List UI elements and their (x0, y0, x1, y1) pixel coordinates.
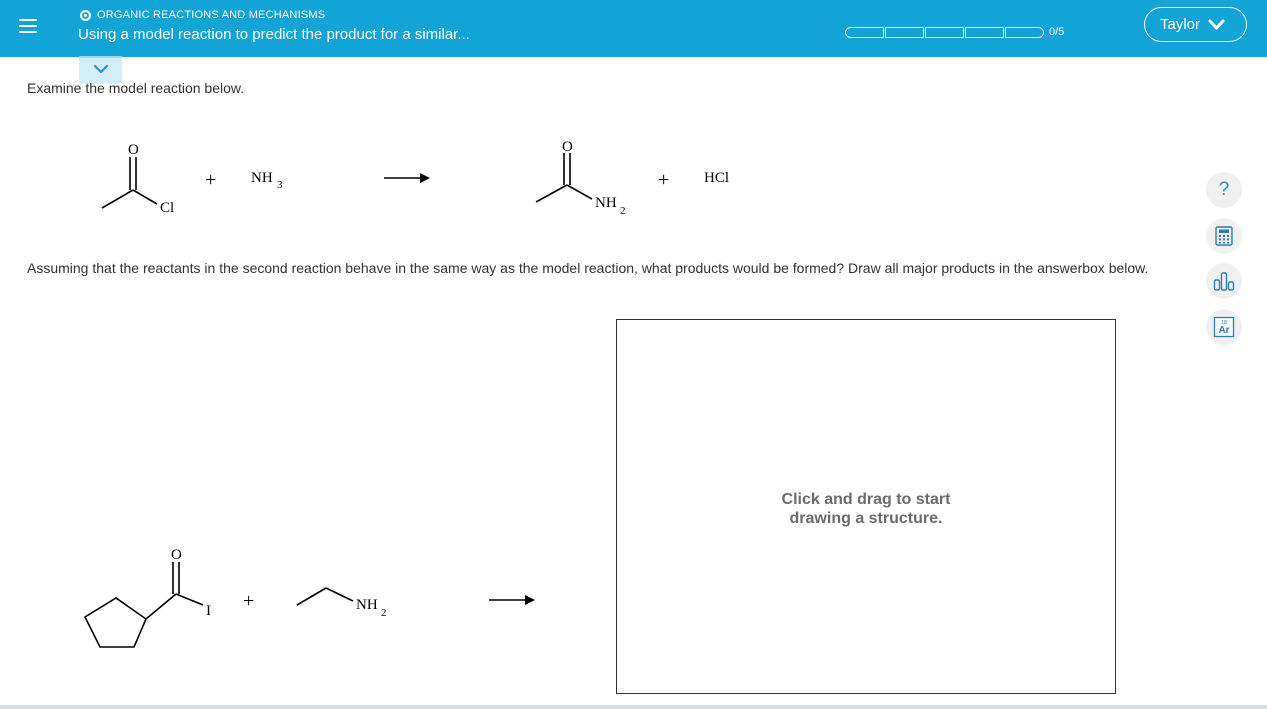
answer-hint: Click and drag to start drawing a structure. (781, 491, 951, 527)
instruction-text: Examine the model reaction below. (27, 80, 245, 96)
answer-drawing-box[interactable] (616, 319, 1116, 694)
progress-text: 0/5 (1049, 26, 1065, 38)
hcl-label: HCl (704, 170, 730, 186)
iodine-label: I (206, 603, 211, 619)
topic-label: ORGANIC REACTIONS AND MECHANISMS (97, 9, 326, 21)
calculator-icon (1215, 226, 1233, 246)
plus-sign: + (205, 169, 217, 191)
ammonia-subscript: 3 (277, 179, 283, 191)
data-chart-button[interactable] (1206, 263, 1242, 299)
reaction-arrow (384, 173, 430, 183)
bottom-divider (0, 705, 1267, 709)
cyclopentyl-acyl-iodide-structure (85, 562, 203, 647)
periodic-table-icon (1213, 316, 1235, 338)
acetyl-chloride-structure (102, 157, 157, 208)
oxygen-label: O (562, 139, 573, 155)
lesson-title: Using a model reaction to predict the product for a similar... (78, 26, 470, 43)
ethylamine-structure (297, 588, 353, 605)
periodic-number: 18 (1221, 320, 1227, 326)
bar-chart-icon (1213, 271, 1235, 291)
oxygen-label: O (128, 142, 139, 158)
amine-nh-label: NH (356, 597, 378, 613)
amide-subscript: 2 (620, 205, 626, 217)
acetamide-structure (536, 153, 592, 202)
ammonia-formula: NH (251, 170, 273, 186)
question-text: Assuming that the reactants in the second reaction behave in the same way as the model reaction, what products would be formed? Draw all major products in the answerbox below. (27, 260, 1149, 276)
help-button[interactable] (1206, 172, 1242, 208)
help-icon: ? (1218, 179, 1230, 200)
user-name: Taylor (1160, 16, 1201, 33)
periodic-table-button[interactable] (1206, 309, 1242, 345)
amide-nh-label: NH (595, 195, 617, 211)
plus-sign: + (658, 169, 670, 191)
plus-sign: + (243, 590, 255, 612)
amine-subscript: 2 (381, 607, 387, 619)
reaction-arrow (489, 595, 535, 605)
chlorine-label: Cl (160, 200, 175, 216)
periodic-symbol: Ar (1218, 325, 1230, 336)
calculator-button[interactable] (1206, 218, 1242, 254)
oxygen-label: O (171, 547, 182, 563)
